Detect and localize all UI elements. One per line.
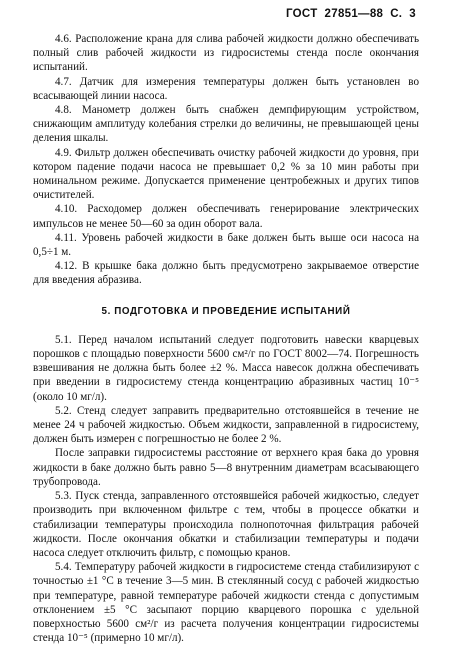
paragraph-5-2-continued: После заправки гидросистемы расстояние от верхнего края бака до уровня жидкости в баке должно быть равно 5—8 внутренним диаметрам всасывающего трубопровода. — [33, 447, 419, 488]
page-header: ГОСТ 27851—88 С. 3 — [286, 8, 416, 20]
document-body — [33, 32, 419, 645]
paragraph-4-12: 4.12. В крышке бака должно быть предусмотрено закрываемое отверстие для введения абразива. — [33, 260, 419, 287]
paragraph-4-8: 4.8. Манометр должен быть снабжен демпфирующим устройством, снижающим амплитуду колебания стрелки до величины, не превышающей цены деления шкалы. — [33, 104, 419, 145]
paragraph-4-11: 4.11. Уровень рабочей жидкости в баке должен быть выше оси насоса на 0,5÷1 м. — [33, 231, 419, 259]
paragraph-4-9: 4.9. Фильтр должен обеспечивать очистку рабочей жидкости до уровня, при котором падение подачи насоса не превышает 0,2 % за 10 мин работы при номинальном режиме. Допускается применение центробежных и других типов очистителей. — [33, 146, 419, 202]
paragraph-4-7: 4.7. Датчик для измерения температуры должен быть установлен во всасывающей линии насоса. — [33, 75, 419, 102]
paragraph-5-1: 5.1. Перед началом испытаний следует подготовить навески кварцевых порошков с площадью поверхности 5600 см²/г по ГОСТ 8002—74. Погрешность взвешивания не должна быть более ±2 %. Масса навесок должна обеспечивать при введении в гидросистему стенда концентрацию абразивных частиц 10⁻⁵ (около 10 мг/л). — [33, 333, 419, 403]
paragraph-4-10: 4.10. Расходомер должен обеспечивать генерирование электрических импульсов не менее 50—60 за один оборот вала. — [33, 203, 419, 230]
paragraph-5-3: 5.3. Пуск стенда, заправленного отстоявшейся рабочей жидкостью, следует производить при включенном фильтре с тем, чтобы в процессе обкатки и стабилизации температуры происходила полнопоточная фильтрация рабочей жидкости. После окончания обкатки и стабилизации температуры и подачи насоса следует отключить фильтр, с помощью кранов. — [33, 490, 419, 559]
section-title: 5. ПОДГОТОВКА И ПРОВЕДЕНИЕ ИСПЫТАНИЙ — [101, 305, 351, 317]
paragraph-5-4: 5.4. Температуру рабочей жидкости в гидросистеме стенда стабилизируют с точностью ±1 °С в течение 3—5 мин. В стеклянный сосуд с рабочей жидкостью при температуре, равной температуре рабочей жидкости стенда с допустимым отклонением ±5 °С засыпают порцию кварцевого порошка с удельной поверхностью 5600 см²/г из расчета получения концентрации гидросистемы стенда 10⁻⁵ (примерно 10 мг/л). — [33, 561, 419, 645]
paragraph-4-6: 4.6. Расположение крана для слива рабочей жидкости должно обеспечивать полный слив рабочей жидкости из гидросистемы стенда после окончания испытаний. — [33, 33, 419, 74]
paragraph-5-2: 5.2. Стенд следует заправить предварительно отстоявшейся в течение не менее 24 ч рабочей жидкостью. Объем жидкости, заправленной в гидросистему, должен быть измерен с погрешностью не более 2 %. — [33, 404, 419, 446]
